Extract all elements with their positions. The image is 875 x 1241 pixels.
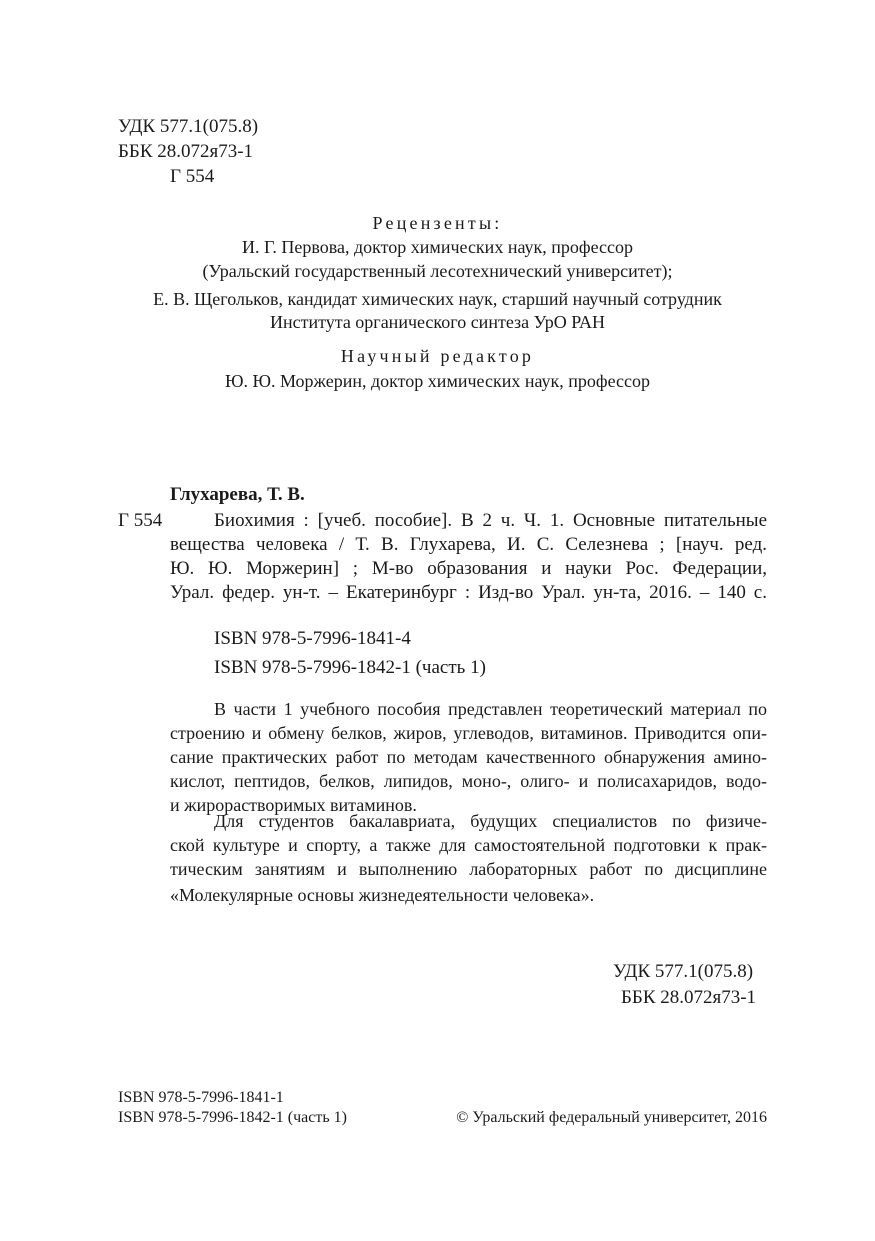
abstract-line: кислот, пептидов, белков, липидов, моно-, олиго- и полисахаридов, водо- [170, 771, 767, 791]
abstract-line: строению и обмену белков, жиров, углеводов, витаминов. Приводится опи- [170, 723, 767, 743]
footer-isbn: ISBN 978-5-7996-1842-1 (часть 1) [118, 1109, 347, 1126]
classification-bbk: ББК 28.072я73-1 [621, 987, 757, 1008]
abstract-paragraph-1 [170, 697, 767, 817]
author-mark-code: Г 554 [170, 166, 215, 187]
entry-isbn: ISBN 978-5-7996-1841-4 [214, 628, 411, 649]
reviewer-line: (Уральский государственный лесотехнический университет); [202, 261, 673, 281]
entry-description [170, 509, 767, 605]
abstract-line: «Молекулярные основы жизнедеятельности человека». [170, 885, 595, 905]
entry-author: Глухарева, Т. В. [170, 484, 305, 505]
entry-isbn: ISBN 978-5-7996-1842-1 (часть 1) [214, 657, 486, 678]
reviewer-line: Е. В. Щегольков, кандидат химических наук, старший научный сотрудник [153, 289, 722, 309]
abstract-line: ской культуре и спорту, а также для самостоятельной подготовки к прак- [170, 835, 767, 855]
reviewer-line: Института органического синтеза УрО РАН [269, 312, 605, 332]
abstract-paragraph-2 [170, 809, 767, 907]
entry-line: Урал. федер. ун-т. – Екатеринбург : Изд-во Урал. ун-та, 2016. – 140 с. [170, 582, 767, 603]
udk-code: УДК 577.1(075.8) [118, 116, 259, 137]
editor-heading: Научный редактор [340, 346, 535, 366]
entry-line: вещества человека / Т. В. Глухарева, И. С. Селезнева ; [науч. ред. [170, 534, 767, 555]
abstract-line: и жирорастворимых витаминов. [170, 795, 417, 815]
bbk-code: ББК 28.072я73-1 [118, 141, 254, 162]
abstract-line: Для студентов бакалавриата, будущих специалистов по физиче- [214, 811, 767, 831]
abstract-line: сание практических работ по методам качественного обнаружения амино- [170, 747, 767, 767]
entry-line: Биохимия : [учеб. пособие]. В 2 ч. Ч. 1. Основные питательные [214, 510, 767, 531]
editor-line: Ю. Ю. Моржерин, доктор химических наук, профессор [225, 371, 650, 391]
footer-isbn: ISBN 978-5-7996-1841-1 [118, 1089, 284, 1106]
abstract-line: В части 1 учебного пособия представлен теоретический материал по [214, 699, 767, 719]
reviewer-line: И. Г. Первова, доктор химических наук, профессор [242, 237, 633, 257]
reviewers-heading: Рецензенты: [372, 213, 503, 233]
classification-udk: УДК 577.1(075.8) [613, 961, 754, 982]
copyright-notice: © Уральский федеральный университет, 2016 [456, 1109, 767, 1126]
abstract-line: тическим занятиям и выполнению лабораторных работ по дисциплине [170, 859, 767, 879]
entry-code: Г 554 [118, 510, 163, 531]
entry-line: Ю. Ю. Моржерин] ; М-во образования и науки Рос. Федерации, [170, 558, 767, 579]
